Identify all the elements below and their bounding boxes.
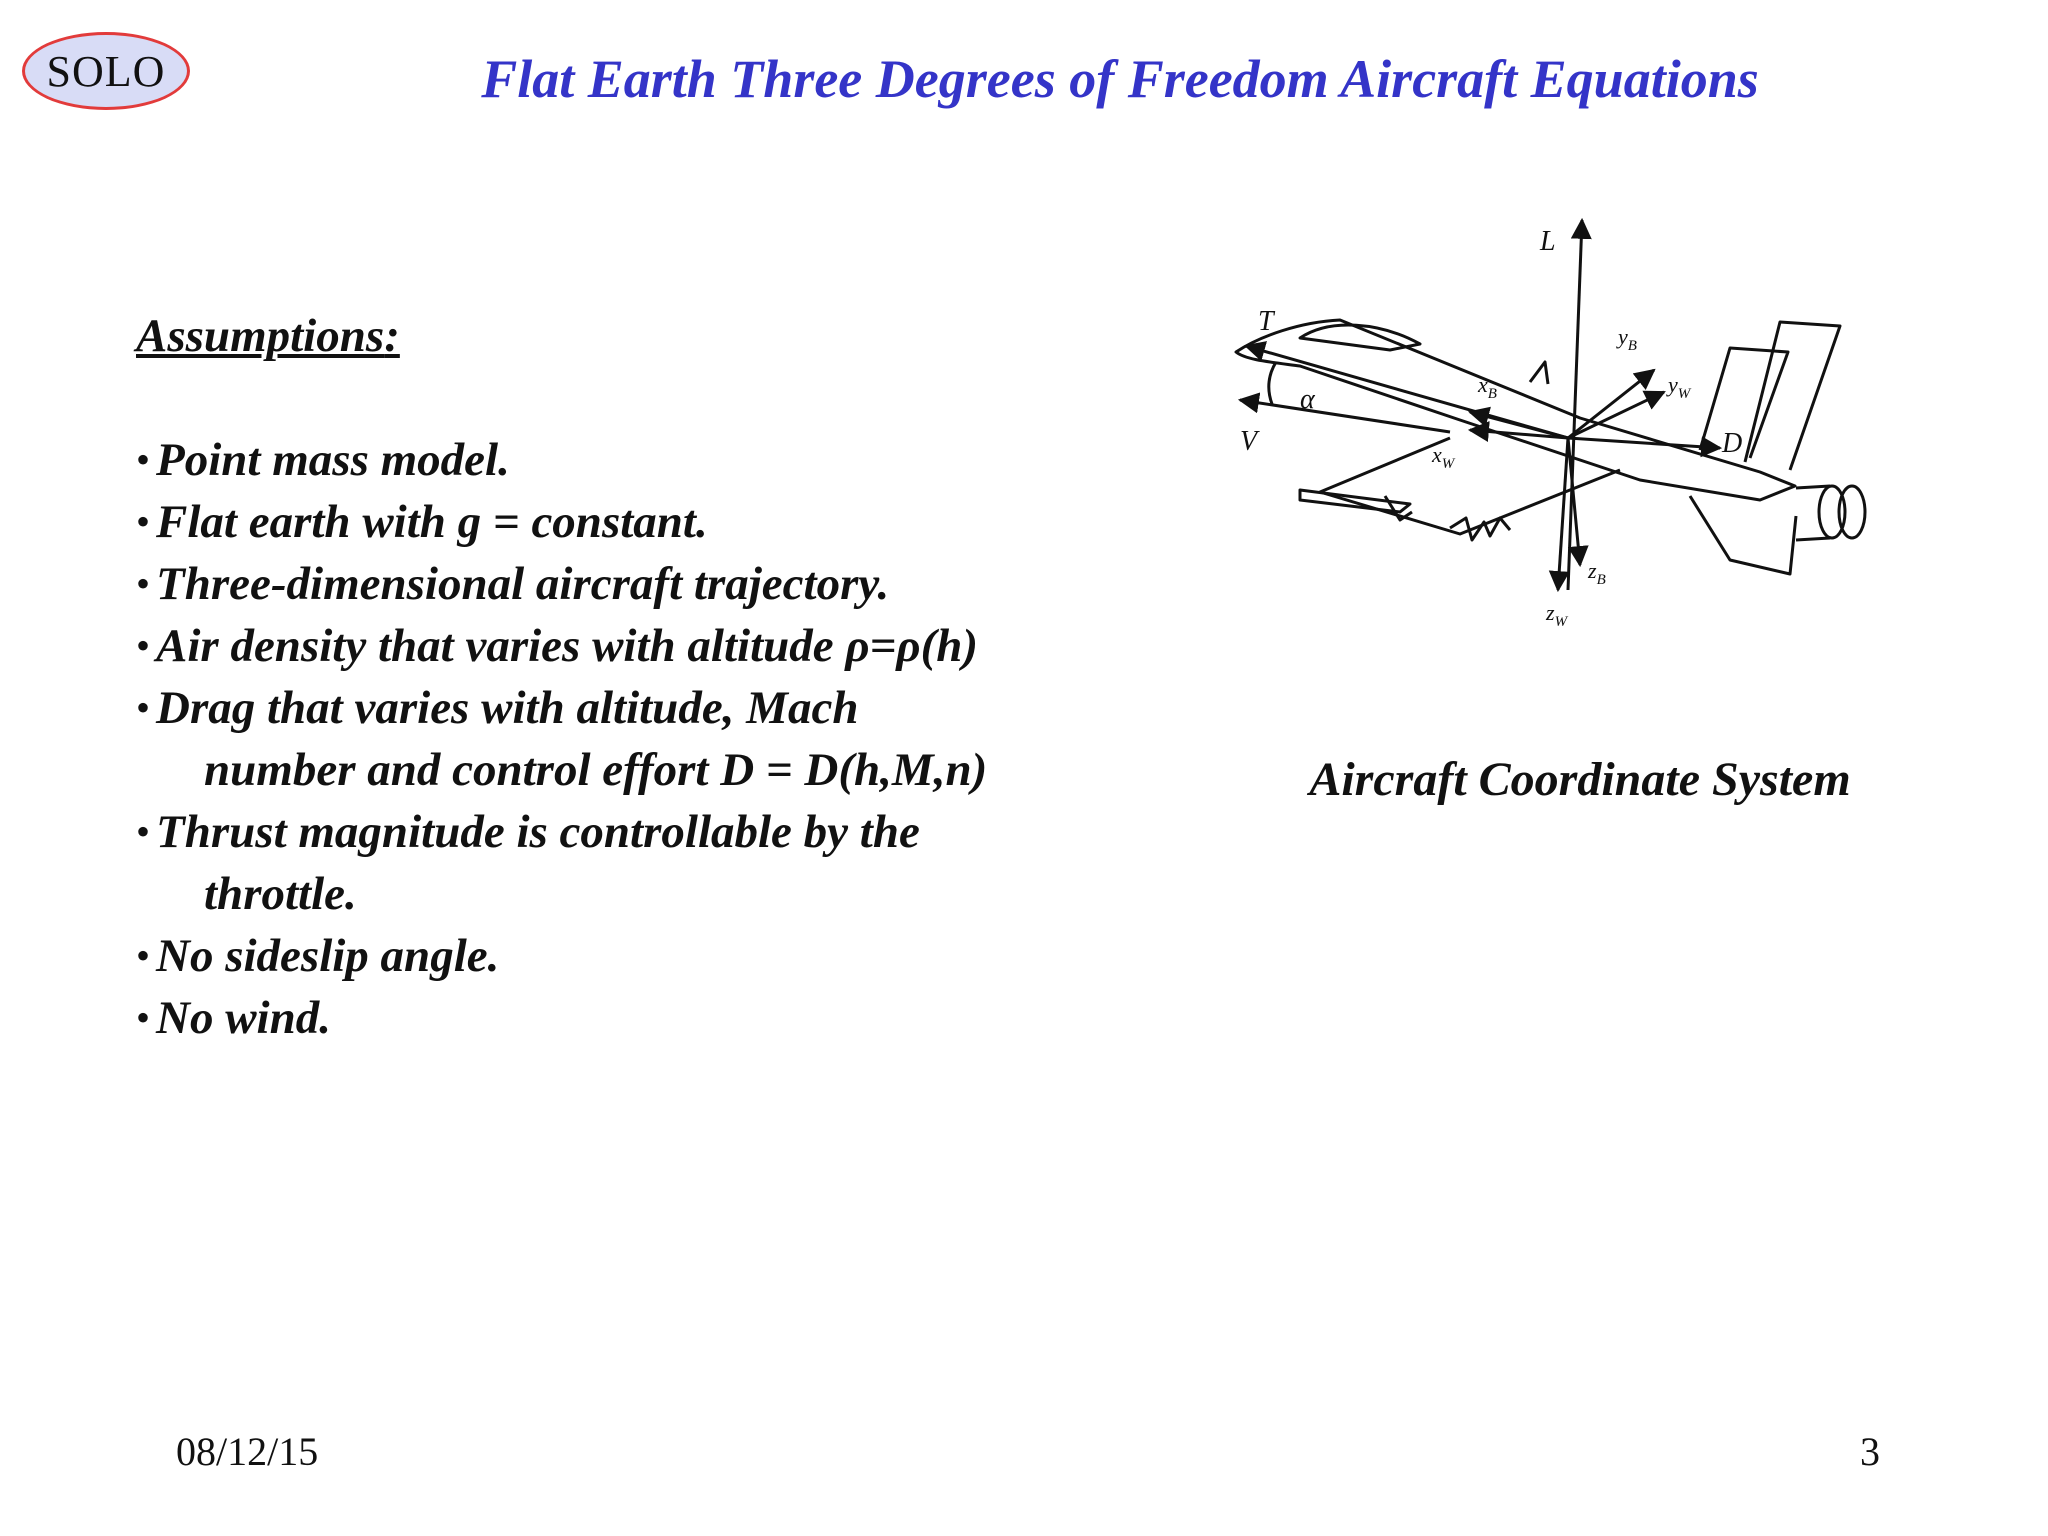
assumptions-block [136, 305, 1136, 1049]
aircraft-coordinate-diagram [1210, 200, 1950, 650]
axis-D [1568, 438, 1720, 448]
figure-caption: Aircraft Coordinate System [1309, 753, 1851, 806]
assumptions-heading [136, 305, 1136, 367]
label-alpha: α [1300, 384, 1315, 415]
alpha-arc [1269, 362, 1276, 404]
label-T: T [1258, 306, 1274, 337]
aircraft-stabilizer [1690, 496, 1796, 574]
list-item: • Point mass model. [136, 434, 510, 486]
label-D: D [1722, 428, 1743, 459]
label-xB: $x_B$ [1478, 372, 1497, 402]
assumptions-list [136, 429, 1136, 1049]
assumptions-heading-text: Assumptions [136, 310, 385, 362]
logo-text: SOLO [46, 46, 166, 96]
list-item: • No wind. [136, 992, 331, 1044]
label-yW: $y_W$ [1668, 372, 1691, 402]
list-item: • Drag that varies with altitude, Mach number and control effort D = D(h,M,n) [136, 682, 988, 796]
axis-zB [1558, 438, 1568, 590]
axis-L [1568, 220, 1582, 590]
aircraft-tail-2 [1745, 322, 1840, 470]
label-V: V [1240, 426, 1258, 457]
footer-date: 08/12/15 [176, 1429, 319, 1474]
label-L: L [1540, 226, 1556, 257]
list-item: • Flat earth with g = constant. [136, 496, 708, 548]
aircraft-tail-1 [1700, 348, 1788, 458]
solo-logo [22, 32, 190, 110]
list-item: • Thrust magnitude is controllable by the throttle. [136, 806, 920, 920]
list-item: • Air density that varies with altitude ρ=ρ(h) [136, 620, 979, 672]
label-zB: $z_B$ [1588, 558, 1606, 588]
slide-title: Flat Earth Three Degrees of Freedom Aircraft Equations [481, 49, 1759, 109]
label-yB: $y_B$ [1618, 324, 1637, 354]
label-xW: $x_W$ [1432, 442, 1455, 472]
label-zW: $z_W$ [1546, 600, 1568, 630]
list-item: • No sideslip angle. [136, 930, 500, 982]
list-item: • Three-dimensional aircraft trajectory. [136, 558, 890, 610]
engine-nozzle-2 [1839, 486, 1865, 538]
assumptions-heading-colon: : [384, 310, 400, 362]
page-number: 3 [1860, 1429, 1880, 1474]
